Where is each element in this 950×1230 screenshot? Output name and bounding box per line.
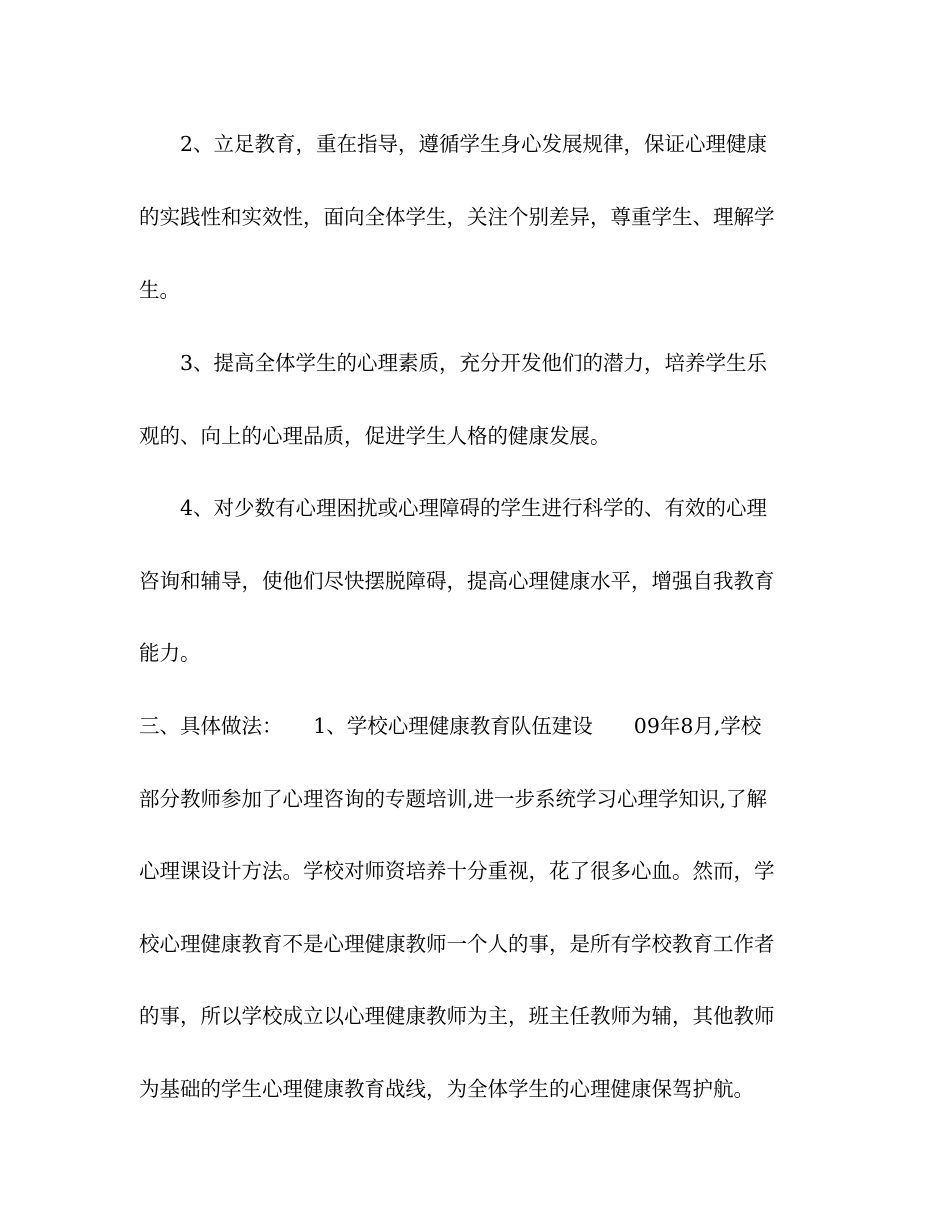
text-line: 心理课设计方法。学校对师资培养十分重视，花了很多心血。然而，学 <box>139 859 775 883</box>
text-line: 三、具体做法： 1、学校心理健康教育队伍建设 09年8月,学校 <box>139 714 762 738</box>
text-line: 部分教师参加了心理咨询的专题培训,进一步系统学习心理学知识,了解 <box>139 787 768 811</box>
text-line: 为基础的学生心理健康教育战线，为全体学生的心理健康保驾护航。 <box>139 1077 754 1101</box>
text-line: 咨询和辅导，使他们尽快摆脱障碍，提高心理健康水平，增强自我教育 <box>139 569 775 593</box>
text-line: 2、立足教育，重在指导，遵循学生身心发展规律，保证心理健康 <box>139 132 768 156</box>
text-line: 的实践性和实效性，面向全体学生，关注个别差异，尊重学生、理解学 <box>139 205 775 229</box>
text-line: 观的、向上的心理品质，促进学生人格的健康发展。 <box>139 424 611 448</box>
text-line: 的事，所以学校成立以心理健康教师为主，班主任教师为辅，其他教师 <box>139 1004 775 1028</box>
text-line: 生。 <box>139 278 180 302</box>
text-line: 3、提高全体学生的心理素质，充分开发他们的潜力，培养学生乐 <box>139 351 768 375</box>
text-line: 能力。 <box>139 641 201 665</box>
text-line: 校心理健康教育不是心理健康教师一个人的事，是所有学校教育工作者 <box>139 932 775 956</box>
text-line: 4、对少数有心理困扰或心理障碍的学生进行科学的、有效的心理 <box>139 496 768 520</box>
